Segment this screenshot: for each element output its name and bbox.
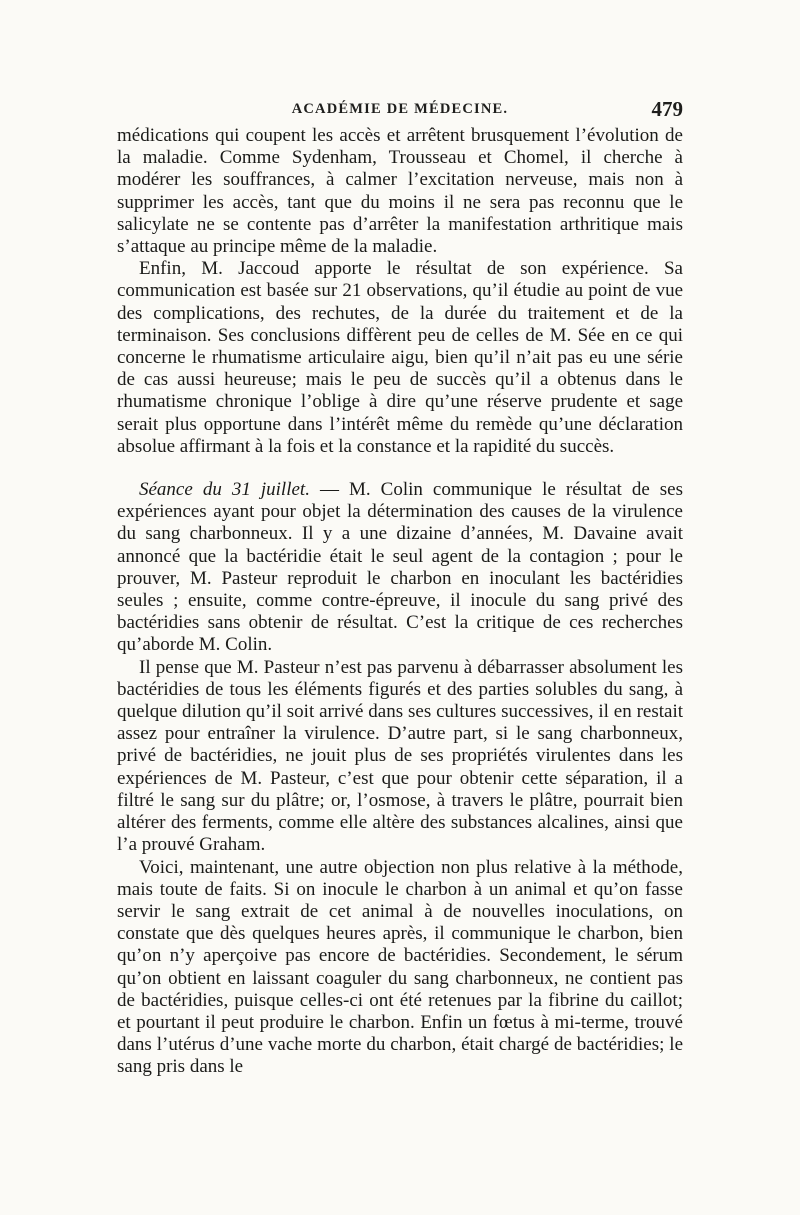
paragraph: Il pense que M. Pasteur n’est pas parvenu à débarrasser absolument les bactéridies de tous les éléments figurés et des parties solubles du sang, à quelque dilution qu’il soit arrivé dans ses cultures successives, il en restait assez pour entraîner la virulence. D’autre part, si le sang charbonneux, privé de bactéridies, ne jouit plus de ses propriétés virulentes dans les expériences de M. Pasteur, c’est que pour obtenir cette séparation, il a filtré le sang sur du plâtre; or, l’osmose, à travers le plâtre, pourrait bien altérer des ferments, comme elle altère des substances alcalines, ainsi que l’a prouvé Graham. (117, 656, 683, 856)
paragraph-session (117, 479, 683, 657)
page-number: 479 (651, 97, 683, 121)
paragraph: médications qui coupent les accès et arrêtent brusquement l’évolution de la maladie. Comme Sydenham, Trousseau et Chomel, il cherche à modérer les souffrances, à calmer l’excitation nerveuse, mais non à supprimer les accès, tant que du moins il ne sera pas reconnu que le salicylate ne se contente pas d’arrêter la manifestation arthritique mais s’attaque au principe même de la maladie. (117, 125, 683, 258)
session-text: — M. Colin communique le résultat de ses expériences ayant pour objet la détermination des causes de la virulence du sang charbonneux. Il y a une dizaine d’années, M. Davaine avait annoncé que la bactéridie était le seul agent de la contagion ; pour le prouver, M. Pasteur reproduit le charbon en inoculant les bactéridies seules ; ensuite, comme contre-épreuve, il inocule du sang privé des bactéridies sans obtenir de résultat. C’est la critique de ces recherches qu’aborde M. Colin. (117, 479, 683, 656)
body-text (117, 125, 683, 1079)
session-label: Séance du 31 juillet. (139, 479, 310, 501)
paragraph: Enfin, M. Jaccoud apporte le résultat de son expérience. Sa communication est basée sur 21 observations, qu’il étudie au point de vue des complications, des rechutes, de la durée du traitement et de la terminaison. Ses conclusions diffèrent peu de celles de M. Sée en ce qui concerne le rhumatisme articulaire aigu, bien qu’il n’ait pas eu une série de cas aussi heureuse; mais le peu de succès qu’il a obtenus dans le rhumatisme chronique l’oblige à dire qu’une réserve prudente et sage serait plus opportune dans l’intérêt même du remède qu’une déclaration absolue affirmant à la fois et la constance et la rapidité du succès. (117, 258, 683, 457)
running-head (117, 97, 683, 125)
paragraph: Voici, maintenant, une autre objection non plus relative à la méthode, mais toute de faits. Si on inocule le charbon à un animal et qu’on fasse servir le sang extrait de cet animal à de nouvelles inoculations, on constate que dès quelques heures après, il communique le charbon, bien qu’on n’y aperçoive pas encore de bactéridies. Secondement, le sérum qu’on obtient en laissant coaguler du sang charbonneux, ne contient pas de bactéridies, puisque celles-ci ont été retenues par la fibrine du caillot; et pourtant il peut produire le charbon. Enfin un fœtus à mi-terme, trouvé dans l’utérus d’une vache morte du charbon, était chargé de bactéridies; le sang pris dans le (117, 856, 683, 1078)
running-title: ACADÉMIE DE MÉDECINE. (291, 101, 509, 117)
